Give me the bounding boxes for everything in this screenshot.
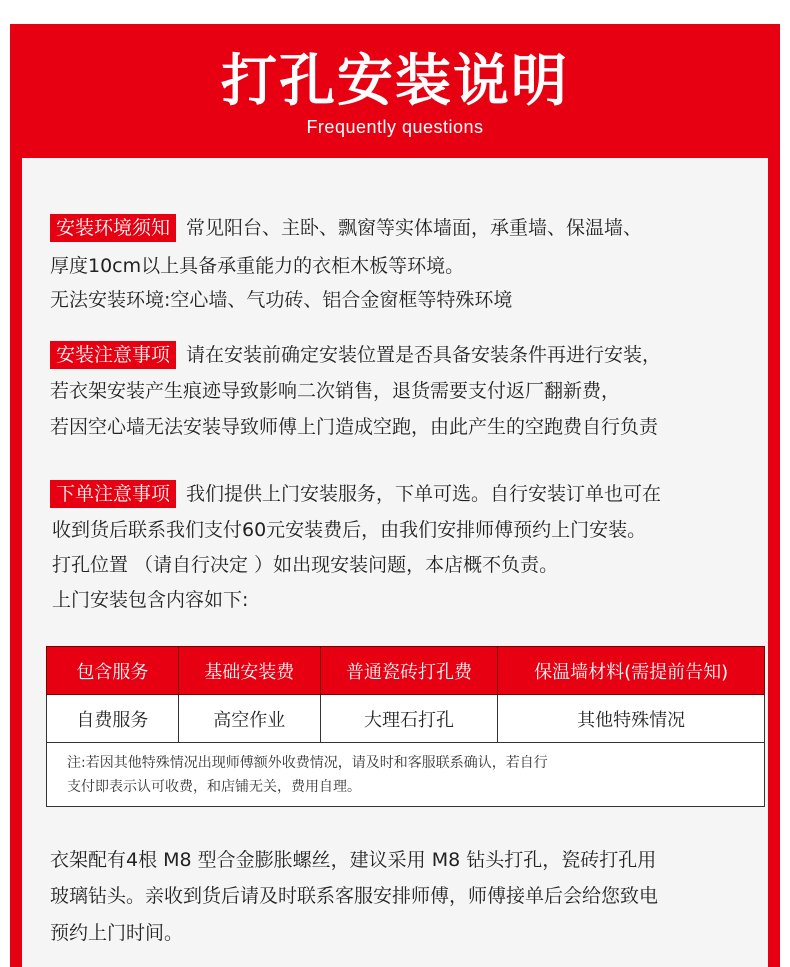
section1-line2: 厚度10cm以上具备承重能力的衣柜木板等环境。 bbox=[50, 255, 465, 277]
section2-line1 bbox=[50, 341, 661, 369]
footer-line1: 衣架配有4根 M8 型合金膨胀螺丝，建议采用 M8 钻头打孔，瓷砖打孔用 bbox=[50, 849, 657, 871]
section1-tag: 安装环境须知 bbox=[50, 214, 176, 242]
section3-text1: 我们提供上门安装服务，下单可选。自行安装订单也可在 bbox=[186, 483, 662, 505]
table-cell: 其他特殊情况 bbox=[498, 695, 765, 743]
header bbox=[10, 24, 780, 158]
section2-tag: 安装注意事项 bbox=[50, 341, 176, 369]
table-cell: 自费服务 bbox=[47, 695, 179, 743]
content-panel bbox=[22, 158, 768, 967]
table-header-cell: 基础安装费 bbox=[178, 647, 320, 695]
section3-line1 bbox=[50, 480, 661, 508]
footer-line3: 预约上门时间。 bbox=[50, 922, 184, 944]
section2-line2: 若衣架安装产生痕迹导致影响二次销售，退货需要支付返厂翻新费， bbox=[50, 380, 621, 402]
table-cell: 高空作业 bbox=[178, 695, 320, 743]
section3-line4: 上门安装包含内容如下: bbox=[52, 589, 249, 611]
service-table bbox=[46, 646, 765, 807]
table-note-line1: 注:若因其他特殊情况出现师傅额外收费情况，请及时和客服联系确认，若自行 bbox=[67, 754, 548, 771]
table-header-row bbox=[47, 647, 765, 695]
section1-line1 bbox=[50, 214, 642, 242]
table-note-row bbox=[47, 743, 765, 807]
table-cell: 大理石打孔 bbox=[320, 695, 498, 743]
section2-text1: 请在安装前确定安装位置是否具备安装条件再进行安装， bbox=[186, 344, 662, 366]
section1-line3: 无法安装环境:空心墙、气功砖、铝合金窗框等特殊环境 bbox=[50, 289, 513, 311]
section3-tag: 下单注意事项 bbox=[50, 480, 176, 508]
table-header-cell: 保温墙材料(需提前告知) bbox=[498, 647, 765, 695]
page-subtitle: Frequently questions bbox=[306, 117, 484, 137]
section3-line3: 打孔位置 （请自行决定 ）如出现安装问题，本店概不负责。 bbox=[52, 554, 559, 576]
footer-line2: 玻璃钻头。亲收到货后请及时联系客服安排师傅，师傅接单后会给您致电 bbox=[50, 885, 659, 907]
section1-text1: 常见阳台、主卧、飘窗等实体墙面，承重墙、保温墙、 bbox=[186, 217, 643, 239]
table-row bbox=[47, 695, 765, 743]
table-note bbox=[47, 743, 765, 807]
table-note-line2: 支付即表示认可收费，和店铺无关，费用自理。 bbox=[67, 778, 361, 795]
table-header-cell: 普通瓷砖打孔费 bbox=[320, 647, 498, 695]
table-header-cell: 包含服务 bbox=[47, 647, 179, 695]
page-title: 打孔安装说明 bbox=[221, 49, 569, 114]
section3-line2: 收到货后联系我们支付60元安装费后，由我们安排师傅预约上门安装。 bbox=[52, 519, 647, 541]
section2-line3: 若因空心墙无法安装导致师傅上门造成空跑，由此产生的空跑费自行负责 bbox=[50, 416, 659, 438]
page-frame bbox=[10, 24, 780, 967]
